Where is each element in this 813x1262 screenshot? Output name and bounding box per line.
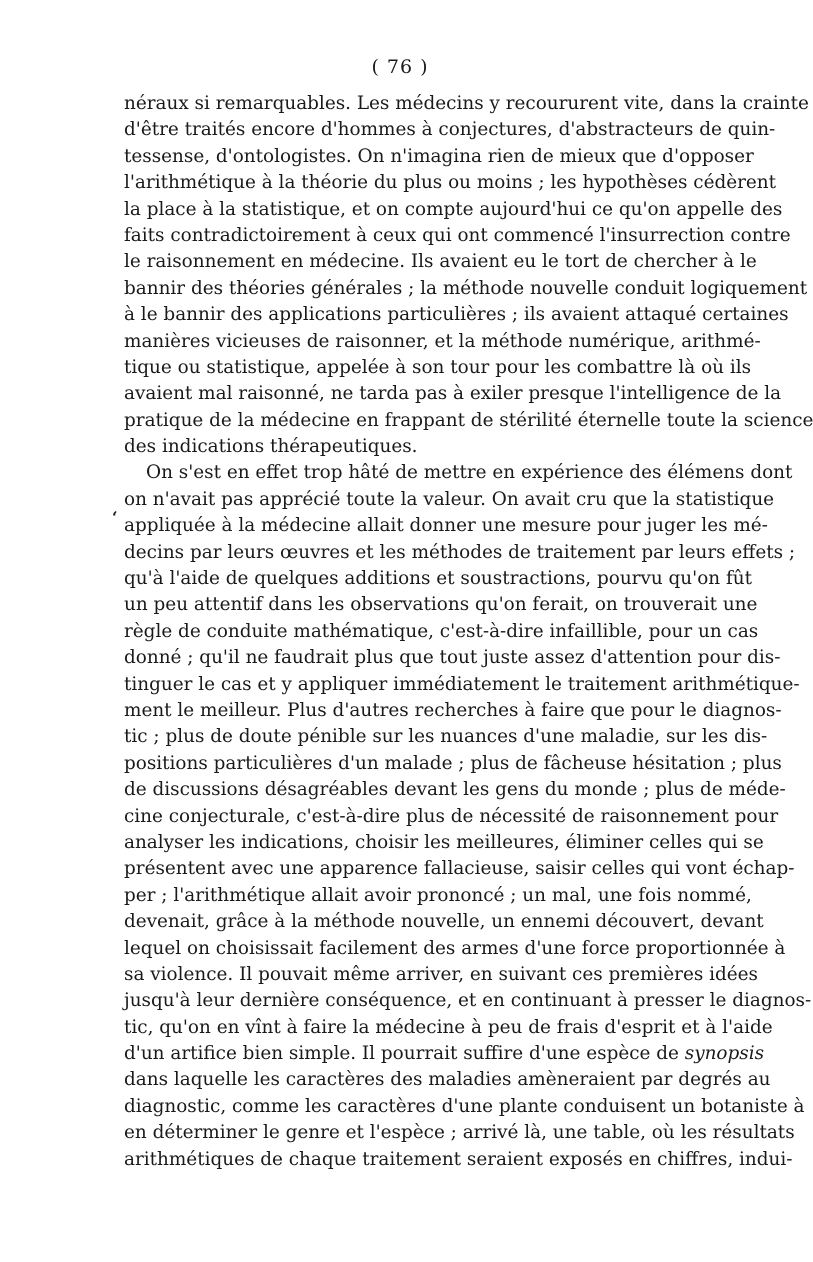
text-line: en déterminer le genre et l'espèce ; arrivé là, une table, où les résultats: [124, 1122, 795, 1144]
text-line: bannir des théories générales ; la méthode nouvelle conduit logiquement: [124, 277, 808, 299]
text-line: la place à la statistique, et on compte aujourd'hui ce qu'on appelle des: [124, 198, 783, 220]
text-line: règle de conduite mathématique, c'est-à-dire infaillible, pour un cas: [124, 620, 759, 642]
text-line: dans laquelle les caractères des maladies amèneraient par degrés au: [124, 1069, 771, 1091]
text-line: pratique de la médecine en frappant de stérilité éternelle toute la science: [124, 409, 813, 431]
text-line: devenait, grâce à la méthode nouvelle, un ennemi découvert, devant: [124, 911, 764, 933]
text-line: tinguer le cas et y appliquer immédiatement le traitement arithmétique-: [124, 673, 800, 695]
text-line: à le bannir des applications particulières ; ils avaient attaqué certaines: [124, 304, 789, 326]
text-line: appliquée à la médecine allait donner une mesure pour juger les mé-: [124, 515, 768, 537]
text-line: cine conjecturale, c'est-à-dire plus de nécessité de raisonnement pour: [124, 805, 779, 827]
page-number: ( 76 ): [371, 56, 429, 78]
text-line: tique ou statistique, appelée à son tour pour les combattre là où ils: [124, 356, 752, 378]
text-line: néraux si remarquables. Les médecins y recoururent vite, dans la crainte: [124, 93, 809, 114]
text-line: présentent avec une apparence fallacieuse, saisir celles qui vont échap-: [124, 858, 795, 880]
text-line: tic ; plus de doute pénible sur les nuances d'une maladie, sur les dis-: [124, 726, 768, 748]
text-line: sa violence. Il pouvait même arriver, en suivant ces premières idées: [124, 963, 758, 985]
text-line: on n'avait pas apprécié toute la valeur. On avait cru que la statistique: [124, 488, 775, 510]
text-line: faits contradictoirement à ceux qui ont commencé l'insurrection contre: [124, 224, 791, 246]
margin-mark: ‘: [112, 508, 118, 527]
text-line: per ; l'arithmétique allait avoir prononcé ; un mal, une fois nommé,: [124, 884, 752, 906]
paragraph-start-line: On s'est en effet trop hâté de mettre en expérience des élémens dont: [146, 462, 793, 484]
text-line: ment le meilleur. Plus d'autres recherches à faire que pour le diagnos-: [124, 699, 782, 721]
text-line: tic, qu'on en vînt à faire la médecine à peu de frais d'esprit et à l'aide: [124, 1016, 773, 1038]
text-line: d'être traités encore d'hommes à conjectures, d'abstracteurs de quin-: [124, 119, 776, 141]
text-line: avaient mal raisonné, ne tarda pas à exiler presque l'intelligence de la: [124, 383, 782, 405]
text-line: de discussions désagréables devant les gens du monde ; plus de méde-: [124, 779, 786, 801]
text-line: lequel on choisissait facilement des armes d'une force proportionnée à: [124, 937, 786, 959]
text-line: arithmétiques de chaque traitement seraient exposés en chiffres, indui-: [124, 1148, 793, 1170]
text-line: diagnostic, comme les caractères d'une plante conduisent un botaniste à: [124, 1095, 805, 1117]
text-line: tessense, d'ontologistes. On n'imagina rien de mieux que d'opposer: [124, 145, 754, 167]
text-line: analyser les indications, choisir les meilleures, éliminer celles qui se: [124, 831, 764, 853]
text-line: l'arithmétique à la théorie du plus ou moins ; les hypothèses cédèrent: [124, 172, 777, 194]
text-line: le raisonnement en médecine. Ils avaient eu le tort de chercher à le: [124, 251, 757, 273]
text-line: des indications thérapeutiques.: [124, 436, 418, 458]
text-line: d'un artifice bien simple. Il pourrait suffire d'une espèce de synopsis: [124, 1043, 765, 1065]
text-line: donné ; qu'il ne faudrait plus que tout juste assez d'attention pour dis-: [124, 647, 781, 669]
italic-term: synopsis: [684, 1043, 765, 1065]
text-line: manières vicieuses de raisonner, et la méthode numérique, arithmé-: [124, 330, 761, 352]
text-line: decins par leurs œuvres et les méthodes de traitement par leurs effets ;: [124, 541, 796, 563]
text-line: qu'à l'aide de quelques additions et soustractions, pourvu qu'on fût: [124, 568, 753, 590]
text-line: positions particulières d'un malade ; plus de fâcheuse hésitation ; plus: [124, 752, 782, 774]
body-text: [124, 91, 813, 1173]
text-line: jusqu'à leur dernière conséquence, et en continuant à presser le diagnos-: [124, 990, 812, 1012]
text-line: un peu attentif dans les observations qu'on ferait, on trouverait une: [124, 594, 758, 616]
